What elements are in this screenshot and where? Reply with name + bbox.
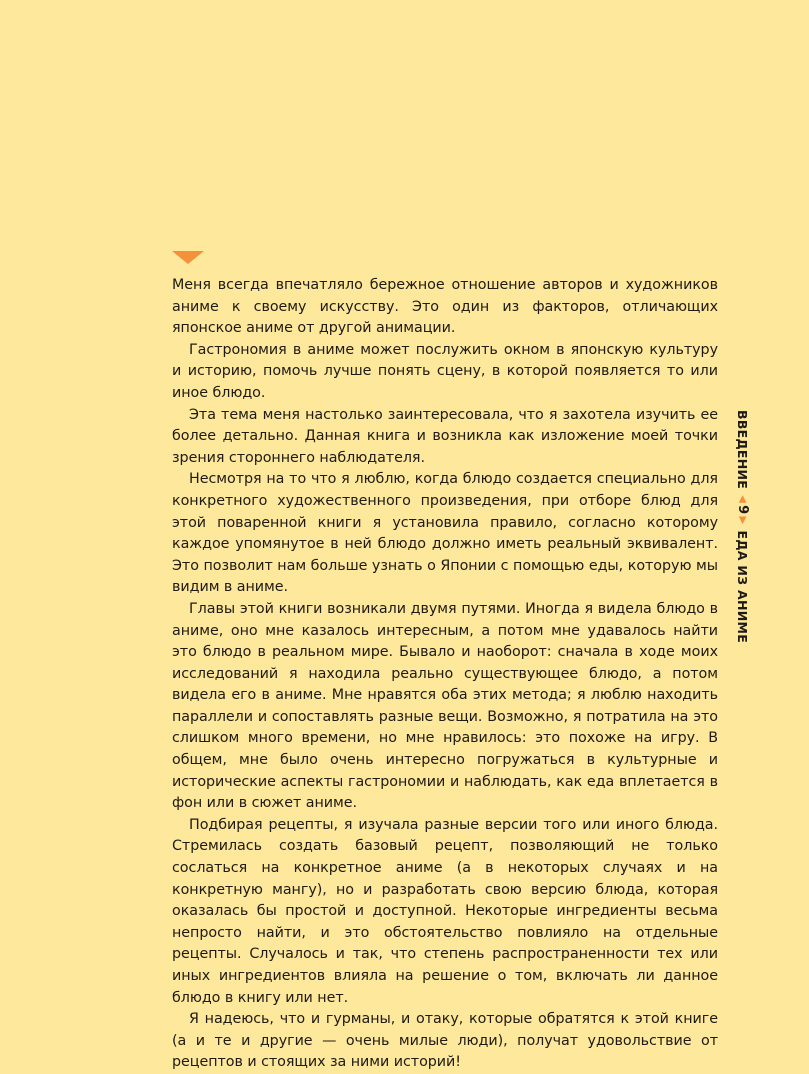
paragraph-5: Главы этой книги возникали двумя путями. Иногда я видела блюдо в аниме, оно мне казалось интересным, а потом мне удавалось найти это блюдо в реальном мире. Бывало и наоборот: сначала в ходе моих исследований я находила реально существующее блюдо, а потом видела его в аниме. Мне нравятся оба этих метода; я люблю находить параллели и сопоставлять разные вещи. Возможно, я потратила на это слишком много времени, но мне нравилось: это похоже на игру. В общем, мне было очень интересно погружаться в культурные и исторические аспекты гастрономии и наблюдать, как еда вплетается в фон или в сюжет аниме.: [172, 600, 718, 812]
paragraph-4: Несмотря на то что я люблю, когда блюдо создается специально для конкретного художественного произведения, при отборе блюд для этой поваренной книги я установила правило, согласно которому каждое упомянутое в ней блюдо должно иметь реальный эквивалент. Это позволит нам больше узнать о Японии с помощью еды, которую мы видим в аниме.: [172, 471, 718, 596]
paragraph-3: Эта тема меня настолько заинтересовала, что я захотела изучить ее более детально. Данная книга и возникла как изложение моей точки зрения стороннего наблюдателя.: [172, 406, 718, 466]
section-marker-icon: [172, 251, 204, 264]
paragraph-2: Гастрономия в аниме может послужить окном в японскую культуру и историю, помочь лучше понять сцену, в которой появляется то или иное блюдо.: [172, 341, 718, 401]
chevron-right-icon: ▶: [737, 516, 749, 525]
paragraph-7: Я надеюсь, что и гурманы, и отаку, которые обратятся к этой книге (а и те и другие — очень милые люди), получат удовольствие от рецептов и стоящих за ними историй!: [172, 1011, 718, 1071]
page-number: [736, 495, 751, 524]
paragraph-6: Подбирая рецепты, я изучала разные версии того или иного блюда. Стремилась создать базовый рецепт, позволяющий не только сослаться на конкретное аниме (а в некоторых случаях и на конкретную мангу), но и разработать свою версию блюда, которая оказалась бы простой и доступной. Некоторые ингредиенты весьма непросто найти, и это обстоятельство повлияло на отдельные рецепты. Случалось и так, что степень распространенности тех или иных ингредиентов влияла на решение о том, включать ли данное блюдо в книгу или нет.: [172, 816, 718, 1006]
chevron-left-icon: ◀: [737, 495, 749, 504]
body-text: [172, 275, 718, 1074]
running-head-section: ВВЕДЕНИЕ: [735, 410, 751, 490]
page-number-value: 9: [735, 505, 751, 515]
paragraph-1: Меня всегда впечатляло бережное отношение авторов и художников аниме к своему искусству. Это один из факторов, отличающих японское аниме от другой анимации.: [172, 277, 718, 337]
running-head: [732, 410, 754, 644]
running-head-book-title: ЕДА ИЗ АНИМЕ: [735, 530, 751, 644]
